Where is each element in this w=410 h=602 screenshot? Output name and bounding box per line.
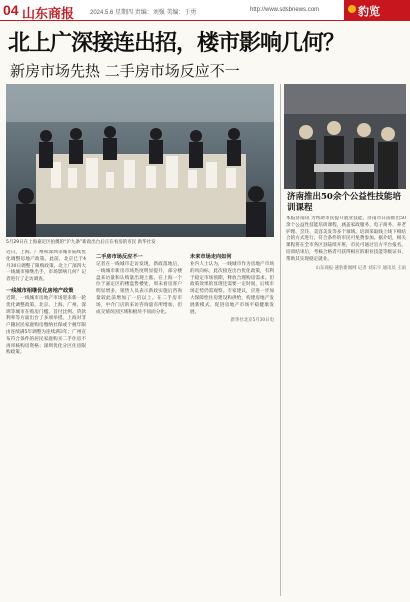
main-photo (6, 84, 274, 237)
section-subhead-policy: 一线城市相继优化房地产政策 (6, 287, 74, 294)
sidebar-paragraph: 本报济南讯 为帮助市民提升就业技能，济南市日前推出50余个公益性技能培训课程，涵盖家政服务、电子商务、养老护理、烹饪、美容美发等多个领域。培训采取线上线下相结合的方式进行，符合条件的市民可免费参加。据介绍，相关课程将在全市各区县陆续开班，市民可通过官方平台报名。培训结束后，考核合格者可获得相应的职业技能等级证书，帮助其实现稳定就业。 (286, 216, 406, 262)
page-number: 04 (3, 2, 19, 18)
sidebar-photo (284, 84, 406, 189)
section-subhead-outlook: 未来市场走向如何 (190, 254, 232, 260)
sidebar-title: 济南推出50余个公益性技能培训课程 (287, 192, 401, 213)
issue-meta: 2024.5.6 星期四 责编：刘强 美编：于勇 (90, 10, 197, 16)
sidebar-byline: 山东商报·速豹新闻网 记者 刘东宇 通讯员 王雨 (315, 265, 406, 271)
sidebar-body (286, 216, 406, 594)
sales-office-photo (6, 84, 274, 237)
brand-badge (344, 0, 410, 20)
masthead-bar (0, 0, 410, 21)
article-paragraph: 记者在一线城市走访发现，新政落地后，一线城市新房市场热度明显提升，部分楼盘来访量和认购量出现上涨。在上海一个位于嘉定区的楼盘售楼处，周末看房客户明显增多，销售人员表示新政实施后咨询量较此前增加了一倍以上。在二手房市场，中介门店的来访咨询量有所增加，但成交情况因区域和板块不同而分化。 (96, 262, 182, 315)
section-subhead-market: 二手房市场反应不一 (96, 254, 143, 260)
article-lead: 近日，上海、广州和深圳等城市陆续优化调整房地产政策。此前，北京已于4月30日调整了限购政策。北上广深四大一线城市相继出手，市场影响几何？记者进行了走访调查。 (6, 250, 86, 283)
headline: 北上广深接连出招，楼市影响几何？ (8, 30, 345, 56)
article-paragraph: 业内人士认为，一线城市作为房地产市场的风向标，此次接连出台优化政策，有利于稳定市场预期，释放合理购房需求。但政策效果的显现还需要一定时间，后续市场走势仍需观察。专家建议，应进一步加大保障性住房建设和供给，构建房地产发展新模式，促进房地产市场平稳健康发展。 (190, 262, 274, 315)
article-byline: 新华社北京5月30日电 (230, 318, 274, 324)
article-column-2 (96, 250, 182, 595)
subheadline: 新房市场先热 二手房市场反应不一 (10, 62, 240, 80)
article-paragraph: 近期，一线城市房地产市场迎来新一轮优化调整政策。北京、上海、广州、深圳等城市在购房门槛、首付比例、贷款利率等方面出台了多项举措。上海对非户籍居民家庭购房缴纳社保或个税年限由连续满5年调整为连续满3年；广州宣布符合条件的居民家庭购买二手住房不再审核购房资格；深圳优化分区住房限购政策。 (6, 295, 86, 356)
training-class-photo (284, 84, 406, 189)
article-column-1 (6, 250, 86, 595)
photo-caption: 5月29日在上海嘉定区拍摄的“沪九条”新政出台后正在看房的市民 新华社发 (6, 240, 156, 245)
article-column-3 (190, 250, 274, 595)
brand-logo-icon (348, 5, 356, 13)
website-link[interactable]: http://www.sdsbnews.com (250, 7, 320, 13)
brand-badge-label: 豹览 (358, 5, 380, 18)
column-divider (280, 84, 281, 596)
section-name: 山东商报 (22, 7, 75, 22)
